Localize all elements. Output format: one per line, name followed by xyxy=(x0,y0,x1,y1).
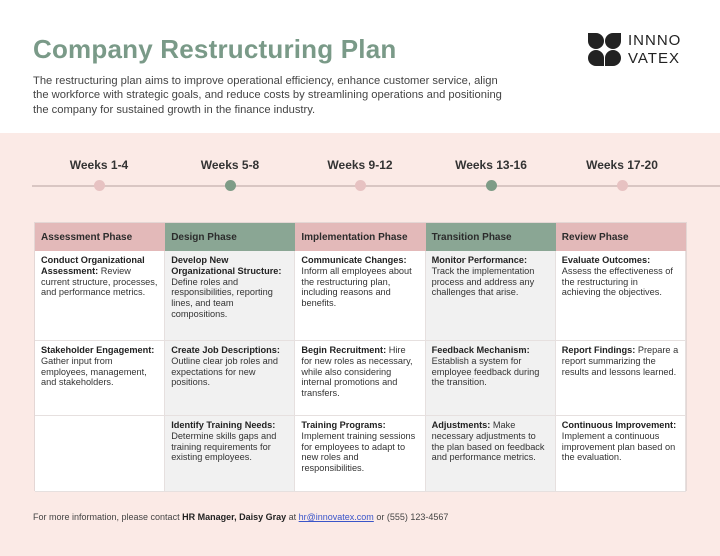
task-description: Establish a system for employee feedback during the transition. xyxy=(431,355,540,388)
task-description: Implement training sessions for employees to adapt to new roles and responsibilities. xyxy=(301,430,416,474)
timeline-dot xyxy=(94,180,105,191)
phase-table xyxy=(34,222,687,491)
timeline-week-label: Weeks 5-8 xyxy=(200,158,260,172)
footer-or: or xyxy=(373,512,387,522)
logo-line-1: INNNO xyxy=(628,32,682,49)
task-title: Develop New Organizational Structure: xyxy=(171,255,282,276)
phase-task-cell xyxy=(426,416,556,492)
page-title: Company Restructuring Plan xyxy=(33,34,397,64)
task-description: Determine skills gaps and training requirements for existing employees. xyxy=(171,430,277,463)
timeline-week-label: Weeks 17-20 xyxy=(586,158,658,172)
task-title: Communicate Changes: xyxy=(301,255,407,265)
phase-task-cell xyxy=(165,416,295,492)
phase-task-cell xyxy=(426,341,556,416)
phase-header: Review Phase xyxy=(556,223,686,251)
footer-contact xyxy=(33,512,448,522)
phase-header: Design Phase xyxy=(165,223,295,251)
phase-task-cell xyxy=(295,251,425,341)
phase-header: Implementation Phase xyxy=(295,223,425,251)
phase-task-cell xyxy=(426,251,556,341)
task-title: Create Job Descriptions: xyxy=(171,345,280,355)
timeline-dot xyxy=(355,180,366,191)
task-description: Make necessary adjustments to the plan based on feedback and performance metrics. xyxy=(431,420,545,463)
task-description: Hire for new roles as necessary, while also considering internal promotions and transfers. xyxy=(301,345,413,399)
task-title: Identify Training Needs: xyxy=(171,420,276,430)
intro-paragraph: The restructuring plan aims to improve operational efficiency, enhance customer service, align the workforce with strategic goals, and reduce costs by streamlining operations and positioning the company for sustained growth in the finance industry. xyxy=(33,75,502,116)
footer-at: at xyxy=(286,512,299,522)
task-title: Training Programs: xyxy=(301,420,386,430)
timeline-week-label: Weeks 1-4 xyxy=(69,158,129,172)
phase-task-cell xyxy=(35,251,165,341)
timeline-dot xyxy=(225,180,236,191)
phase-task-cell xyxy=(165,251,295,341)
task-title: Conduct Organizational Assessment: xyxy=(41,255,145,276)
task-title: Begin Recruitment: xyxy=(301,345,387,355)
task-description: Implement a continuous improvement plan based on the evaluation. xyxy=(561,430,676,463)
footer-email-link[interactable]: hr@innovatex.com xyxy=(298,512,374,522)
task-description: Prepare a report summarizing the results and lessons learned. xyxy=(561,345,679,377)
phase-task-cell xyxy=(35,416,165,492)
footer-phone: (555) 123-4567 xyxy=(386,512,449,522)
logo-icon xyxy=(588,33,622,67)
task-description: Track the implementation process and address any challenges that arise. xyxy=(431,265,535,298)
footer-prefix: For more information, please contact xyxy=(33,512,183,522)
timeline-dot xyxy=(486,180,497,191)
phase-task-cell xyxy=(556,416,686,492)
footer-contact-name: HR Manager, Daisy Gray xyxy=(182,512,287,522)
timeline-week-label: Weeks 13-16 xyxy=(455,158,527,172)
phase-task-cell xyxy=(295,416,425,492)
timeline-week-label: Weeks 9-12 xyxy=(327,158,393,172)
task-title: Feedback Mechanism: xyxy=(431,345,530,355)
company-logo xyxy=(588,32,681,68)
task-title: Report Findings: xyxy=(561,345,636,355)
task-description: Outline clear job roles and expectations for new positions. xyxy=(171,355,278,388)
phase-task-cell xyxy=(295,341,425,416)
task-description: Assess the effectiveness of the restructuring in achieving the objectives. xyxy=(561,265,673,298)
phase-header: Transition Phase xyxy=(426,223,556,251)
phase-task-cell xyxy=(556,341,686,416)
task-title: Evaluate Outcomes: xyxy=(561,255,651,265)
task-title: Stakeholder Engagement: xyxy=(41,345,155,355)
task-title: Adjustments: xyxy=(431,420,491,430)
task-description: Define roles and responsibilities, reporting lines, and team compositions. xyxy=(171,276,273,319)
phase-header: Assessment Phase xyxy=(35,223,165,251)
phase-task-cell xyxy=(556,251,686,341)
task-title: Continuous Improvement: xyxy=(561,420,677,430)
task-description: Inform all employees about the restructuring plan, including reasons and benefits. xyxy=(301,265,412,309)
task-description: Gather input from employees, management, and stakeholders. xyxy=(41,355,147,388)
phase-task-cell xyxy=(165,341,295,416)
task-title: Monitor Performance: xyxy=(431,255,528,265)
timeline-dot xyxy=(617,180,628,191)
task-description: Review current structure, processes, and performance metrics. xyxy=(41,265,158,298)
logo-wordmark xyxy=(628,32,681,68)
logo-line-2: VATEX xyxy=(628,50,680,67)
phase-task-cell xyxy=(35,341,165,416)
